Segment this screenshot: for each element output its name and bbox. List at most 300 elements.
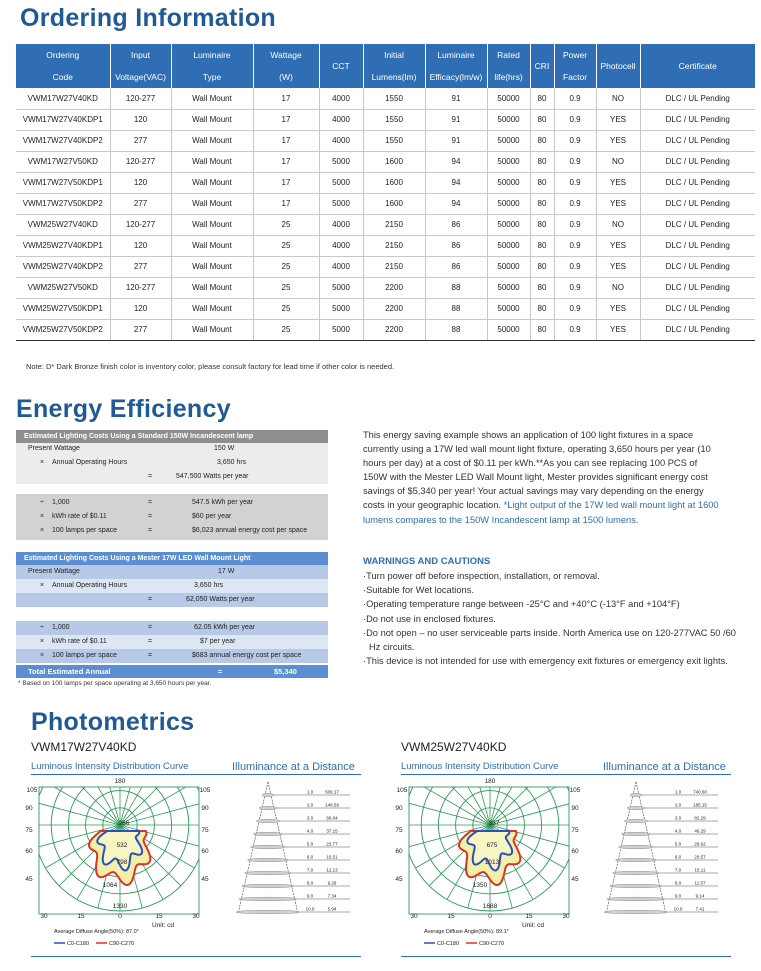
- table-cell: 4000: [319, 256, 363, 277]
- distance-disc: [624, 819, 647, 823]
- distance-label-right: Illuminance at a Distance: [603, 761, 726, 773]
- table-cell: 120-277: [110, 151, 171, 172]
- std-lamps-op: ×: [40, 527, 45, 534]
- angle-label: 30: [40, 913, 48, 920]
- table-row: [16, 109, 755, 130]
- table-cell: 50000: [487, 235, 530, 256]
- std-lamps-value: $6,023 annual energy cost per space: [192, 527, 308, 534]
- table-cell: 0.9: [554, 256, 596, 277]
- table-cell: Wall Mount: [171, 277, 253, 298]
- led-row-watts: [16, 594, 328, 608]
- ring-label: 1330: [112, 903, 128, 910]
- led-lamps-op: ×: [40, 652, 45, 659]
- th-code-1: Ordering: [16, 44, 110, 66]
- lux-value: 9.14: [695, 893, 705, 899]
- angle-label: 45: [395, 876, 403, 883]
- angle-label: 15: [447, 913, 455, 920]
- table-cell: 1600: [363, 172, 425, 193]
- table-cell: 17: [253, 172, 319, 193]
- table-cell: 4000: [319, 109, 363, 130]
- distance-disc: [610, 884, 662, 888]
- table-cell: 80: [530, 319, 554, 340]
- table-cell: 4000: [319, 214, 363, 235]
- distance-value: 3.0: [674, 815, 682, 821]
- led-kwh-eq: =: [148, 624, 153, 631]
- lux-value: 148.59: [325, 802, 339, 808]
- table-cell: 80: [530, 214, 554, 235]
- table-cell: 2150: [363, 256, 425, 277]
- table-cell: YES: [596, 172, 640, 193]
- distance-disc: [253, 832, 282, 836]
- table-cell: 80: [530, 151, 554, 172]
- th-wattage-1: Wattage: [253, 44, 319, 66]
- distance-disc: [245, 871, 292, 875]
- table-cell: YES: [596, 256, 640, 277]
- table-row: [16, 130, 755, 151]
- table-cell: DLC / UL Pending: [640, 172, 755, 193]
- distance-disc: [627, 806, 645, 810]
- table-cell: DLC / UL Pending: [640, 151, 755, 172]
- table-cell: 50000: [487, 256, 530, 277]
- table-cell: VWM25W27V50KDP2: [16, 319, 110, 340]
- led-kwh-op: ÷: [40, 624, 44, 631]
- angle-label: 15: [77, 913, 85, 920]
- table-cell: VWM17W27V50KD: [16, 151, 110, 172]
- distance-value: 9.0: [306, 893, 314, 899]
- ordering-note: Note: D* Dark Bronze finish color is inventory color, please consult factory for lead time if other color is needed.: [26, 362, 395, 371]
- table-cell: 88: [425, 298, 487, 319]
- warning-item: ·This device is not intended for use with emergency exit fixtures or emergency exit lights.: [363, 656, 728, 667]
- led-kwh-value: 62.05 kWh per year: [194, 624, 256, 631]
- distance-disc: [607, 897, 665, 901]
- table-cell: 5000: [319, 277, 363, 298]
- ring-label: 1064: [102, 882, 118, 889]
- legend-c90-label: C90-C270: [479, 941, 505, 947]
- distance-value: 2.0: [306, 802, 314, 808]
- bottom-rule-right: [401, 956, 731, 957]
- led-watts-value: 62,050 Watts per year: [186, 596, 255, 603]
- table-cell: 120-277: [110, 88, 171, 109]
- distance-value: 4.0: [674, 828, 682, 834]
- std-row-kwh: [16, 497, 328, 511]
- table-cell: 80: [530, 172, 554, 193]
- table-cell: VWM17W27V40KDP2: [16, 130, 110, 151]
- angle-label: 30: [192, 913, 200, 920]
- led-row-wattage: [16, 566, 328, 580]
- warning-item: ·Suitable for Wet locations.: [363, 585, 474, 596]
- angle-label: 75: [571, 827, 579, 834]
- distance-value: 10.0: [305, 906, 315, 912]
- led-lamps-label: 100 lamps per space: [52, 652, 117, 659]
- table-cell: Wall Mount: [171, 256, 253, 277]
- led-hours-label: Annual Operating Hours: [52, 582, 128, 589]
- table-cell: 86: [425, 214, 487, 235]
- th-code-2: Code: [16, 66, 110, 88]
- warning-item: ·Turn power off before inspection, installation, or removal.: [363, 571, 600, 581]
- table-cell: YES: [596, 193, 640, 214]
- table-cell: 80: [530, 130, 554, 151]
- table-cell: 0.9: [554, 130, 596, 151]
- table-cell: 0.9: [554, 151, 596, 172]
- distance-value: 8.0: [306, 880, 314, 886]
- distance-chart-right: [598, 776, 730, 936]
- led-rate-eq: =: [148, 638, 153, 645]
- angle-label: 105: [199, 787, 211, 794]
- distance-disc: [256, 819, 279, 823]
- led-hours-op: ×: [40, 582, 45, 589]
- energy-footnote: * Based on 100 lamps per space operating at 3,650 hours per year.: [18, 680, 212, 687]
- table-row: [16, 151, 755, 172]
- table-row: [16, 193, 755, 214]
- table-row: [16, 277, 755, 298]
- distance-value: 10.0: [673, 906, 683, 912]
- unit-label: Unit: cd: [522, 922, 545, 929]
- led-lamps-eq: =: [148, 652, 153, 659]
- std-lamps-eq: =: [148, 527, 153, 534]
- table-cell: 50000: [487, 319, 530, 340]
- distance-value: 3.0: [306, 815, 314, 821]
- table-cell: Wall Mount: [171, 235, 253, 256]
- angle-label: 180: [114, 778, 126, 785]
- angle-label: 45: [25, 876, 33, 883]
- led-wattage-value: 17 W: [218, 568, 235, 575]
- table-cell: 91: [425, 130, 487, 151]
- table-cell: DLC / UL Pending: [640, 298, 755, 319]
- table-cell: 25: [253, 298, 319, 319]
- table-cell: 50000: [487, 298, 530, 319]
- th-pf-2: Factor: [554, 66, 596, 88]
- table-cell: 17: [253, 151, 319, 172]
- table-cell: 50000: [487, 151, 530, 172]
- angle-label: 105: [396, 787, 408, 794]
- table-cell: DLC / UL Pending: [640, 130, 755, 151]
- energy-paragraph-text: This energy saving example shows an application of 100 light fixtures in a space currently using a 17W led wall mount light fixture, operating 3,650 hours per year (10 hours per day) at a cost of $0.11 per kWh.**As you can see replacing 100 PCS of 150W with the Mester LED Wall Mount light, Mester provides significant energy cost savings of $5,340 per year! Your actual savings may vary depending on the energy costs in your geographic location.: [363, 430, 711, 511]
- distance-disc: [236, 910, 300, 914]
- distance-value: 7.0: [674, 867, 682, 873]
- ordering-title: Ordering Information: [20, 4, 276, 32]
- distance-disc: [242, 884, 294, 888]
- table-cell: Wall Mount: [171, 130, 253, 151]
- ring-label: 266: [118, 820, 130, 827]
- table-cell: 2200: [363, 277, 425, 298]
- distance-value: 9.0: [674, 893, 682, 899]
- table-cell: 1550: [363, 88, 425, 109]
- model-right: VWM25W27V40KD: [401, 740, 507, 754]
- ring-label: 1688: [482, 903, 498, 910]
- table-cell: 0.9: [554, 109, 596, 130]
- table-row: [16, 214, 755, 235]
- distance-disc: [621, 832, 650, 836]
- warning-item: ·Do not use in enclosed fixtures.: [363, 613, 496, 624]
- th-lumens-2: Lumens(lm): [363, 66, 425, 88]
- warnings-list: [363, 569, 743, 668]
- lux-value: 23.77: [326, 841, 338, 847]
- table-row: [16, 319, 755, 340]
- energy-paragraph: [363, 428, 723, 527]
- std-rate-op: ×: [40, 513, 45, 520]
- table-cell: 2150: [363, 235, 425, 256]
- model-left: VWM17W27V40KD: [31, 740, 137, 754]
- table-row: [16, 88, 755, 109]
- table-row: [16, 298, 755, 319]
- th-efficacy-2: Efficacy(lm/w): [425, 66, 487, 88]
- std-watts-eq: =: [148, 473, 153, 480]
- table-cell: 50000: [487, 193, 530, 214]
- std-wattage-value: 150 W: [214, 445, 235, 452]
- legend-c90-label: C90-C270: [109, 941, 135, 947]
- led-wattage-label: Present Wattage: [28, 568, 80, 575]
- th-pf-1: Power: [554, 44, 596, 66]
- angle-label: 60: [25, 848, 33, 855]
- legend-c0-label: C0-C180: [437, 941, 460, 947]
- distance-disc: [616, 858, 657, 862]
- angle-label: 105: [26, 787, 38, 794]
- std-row-lamps: [16, 525, 328, 539]
- led-lamps-value: $683 annual energy cost per space: [192, 652, 302, 659]
- table-row: [16, 256, 755, 277]
- table-row: [16, 235, 755, 256]
- table-cell: 5000: [319, 151, 363, 172]
- lux-value: 5.94: [327, 906, 337, 912]
- distance-disc: [248, 858, 289, 862]
- table-cell: 94: [425, 151, 487, 172]
- table-cell: 120-277: [110, 214, 171, 235]
- curve-label-right: Luminous Intensity Distribution Curve: [401, 761, 559, 772]
- table-cell: Wall Mount: [171, 298, 253, 319]
- table-cell: 277: [110, 193, 171, 214]
- std-watts-value: 547,500 Watts per year: [176, 473, 249, 480]
- led-row-hours: [16, 580, 328, 594]
- table-cell: 4000: [319, 130, 363, 151]
- energy-paragraph-blue: *Light output of the 17W led wall mount light at 1600 lumens compares to the 150W Incandescent lamp at 1500 lumens.: [363, 500, 719, 525]
- bottom-rule-left: [31, 956, 361, 957]
- table-cell: 25: [253, 256, 319, 277]
- table-cell: DLC / UL Pending: [640, 214, 755, 235]
- table-cell: 17: [253, 193, 319, 214]
- th-voltage-1: Input: [110, 44, 171, 66]
- th-lumens-1: Initial: [363, 44, 425, 66]
- distance-value: 1.0: [306, 789, 314, 795]
- table-cell: 91: [425, 109, 487, 130]
- table-cell: DLC / UL Pending: [640, 193, 755, 214]
- ring-label: 337: [488, 820, 500, 827]
- table-cell: 25: [253, 319, 319, 340]
- distance-value: 6.0: [674, 854, 682, 860]
- table-cell: YES: [596, 235, 640, 256]
- angle-label: 90: [395, 805, 403, 812]
- lux-value: 16.51: [326, 854, 338, 860]
- angle-label: 60: [201, 848, 209, 855]
- lux-value: 66.04: [326, 815, 338, 821]
- total-row: [16, 665, 328, 678]
- table-cell: 80: [530, 277, 554, 298]
- distance-value: 7.0: [306, 867, 314, 873]
- table-cell: 1600: [363, 151, 425, 172]
- lux-value: 7.41: [695, 906, 705, 912]
- distance-disc: [613, 871, 660, 875]
- th-type-2: Type: [171, 66, 253, 88]
- distance-disc: [619, 845, 654, 849]
- table-cell: VWM25W27V40KDP2: [16, 256, 110, 277]
- ring-label: 1013: [484, 859, 500, 866]
- table-cell: 0.9: [554, 235, 596, 256]
- distance-disc: [630, 793, 642, 797]
- table-cell: 2200: [363, 319, 425, 340]
- table-cell: 25: [253, 277, 319, 298]
- led-row-lamps: [16, 650, 328, 664]
- angle-label: 90: [201, 805, 209, 812]
- table-cell: 4000: [319, 235, 363, 256]
- table-cell: VWM25W27V50KDP1: [16, 298, 110, 319]
- angle-label: 75: [25, 827, 33, 834]
- table-cell: DLC / UL Pending: [640, 88, 755, 109]
- table-cell: Wall Mount: [171, 214, 253, 235]
- table-cell: 17: [253, 130, 319, 151]
- std-rate-eq: =: [148, 513, 153, 520]
- table-cell: 0.9: [554, 298, 596, 319]
- table-cell: 25: [253, 214, 319, 235]
- angle-label: 75: [395, 827, 403, 834]
- table-cell: DLC / UL Pending: [640, 235, 755, 256]
- lux-value: 7.34: [327, 893, 337, 899]
- lux-value: 740.60: [693, 789, 707, 795]
- table-cell: 1600: [363, 193, 425, 214]
- th-efficacy-1: Luminaire: [425, 44, 487, 66]
- std-wattage-label: Present Wattage: [28, 445, 80, 452]
- table-cell: DLC / UL Pending: [640, 109, 755, 130]
- th-certificate: Certificate: [640, 44, 755, 88]
- angle-label: 0: [488, 913, 492, 920]
- table-cell: NO: [596, 277, 640, 298]
- angle-label: 0: [118, 913, 122, 920]
- table-cell: 80: [530, 193, 554, 214]
- table-cell: 120: [110, 172, 171, 193]
- unit-label: Unit: cd: [152, 922, 175, 929]
- table-cell: 86: [425, 235, 487, 256]
- table-cell: VWM17W27V50KDP1: [16, 172, 110, 193]
- warnings-title: WARNINGS AND CAUTIONS: [363, 556, 491, 567]
- warning-item: ·Do not open – no user serviceable parts inside. North America use on 120-277VAC 50 /60 Hz circuits.: [363, 627, 736, 653]
- std-rate-value: $60 per year: [192, 513, 232, 520]
- ring-label: 675: [486, 842, 498, 849]
- curve-label-left: Luminous Intensity Distribution Curve: [31, 761, 189, 772]
- table-cell: 5000: [319, 319, 363, 340]
- table-cell: VWM25W27V50KD: [16, 277, 110, 298]
- distance-value: 4.0: [306, 828, 314, 834]
- table-cell: NO: [596, 88, 640, 109]
- table-header-row-1: [16, 44, 755, 66]
- table-cell: YES: [596, 298, 640, 319]
- warning-item: ·Operating temperature range between -25°C and +40°C (-13°F and +104°F): [363, 599, 680, 610]
- table-cell: Wall Mount: [171, 193, 253, 214]
- std-kwh-op: ÷: [40, 499, 44, 506]
- distance-disc: [259, 806, 277, 810]
- table-cell: 1550: [363, 130, 425, 151]
- table-cell: 120-277: [110, 277, 171, 298]
- table-cell: 94: [425, 172, 487, 193]
- std-hours-label: Annual Operating Hours: [52, 459, 128, 466]
- th-life-1: Rated: [487, 44, 530, 66]
- lux-value: 82.29: [694, 815, 706, 821]
- distance-disc: [604, 910, 668, 914]
- table-cell: 25: [253, 235, 319, 256]
- table-cell: 50000: [487, 277, 530, 298]
- table-cell: 86: [425, 256, 487, 277]
- lux-value: 46.29: [694, 828, 706, 834]
- angle-label: 60: [571, 848, 579, 855]
- angle-label: 30: [410, 913, 418, 920]
- table-cell: DLC / UL Pending: [640, 319, 755, 340]
- table-cell: 0.9: [554, 172, 596, 193]
- table-cell: 50000: [487, 172, 530, 193]
- std-row-hours: [16, 457, 328, 471]
- th-wattage-2: (W): [253, 66, 319, 88]
- th-life-2: life(hrs): [487, 66, 530, 88]
- table-cell: 17: [253, 88, 319, 109]
- table-cell: VWM17W27V40KDP1: [16, 109, 110, 130]
- table-cell: Wall Mount: [171, 319, 253, 340]
- table-cell: 94: [425, 193, 487, 214]
- table-row: [16, 172, 755, 193]
- table-cell: 277: [110, 319, 171, 340]
- polar-chart-right: [394, 775, 584, 955]
- lux-value: 11.57: [694, 880, 706, 886]
- distance-value: 8.0: [674, 880, 682, 886]
- angle-label: 90: [25, 805, 33, 812]
- table-cell: Wall Mount: [171, 109, 253, 130]
- table-cell: 80: [530, 256, 554, 277]
- average-angle: Average Diffuse Angle(50%): 89.1°: [424, 929, 509, 935]
- distance-disc: [239, 897, 297, 901]
- table-cell: 0.9: [554, 214, 596, 235]
- table-cell: 50000: [487, 109, 530, 130]
- table-cell: 88: [425, 319, 487, 340]
- distance-chart-left: [230, 776, 362, 936]
- distance-value: 5.0: [306, 841, 314, 847]
- std-row-wattage: [16, 443, 328, 457]
- lux-value: 29.62: [694, 841, 706, 847]
- table-cell: DLC / UL Pending: [640, 256, 755, 277]
- total-eq: =: [218, 667, 223, 676]
- energy-title: Energy Efficiency: [16, 395, 231, 423]
- lux-value: 15.11: [694, 867, 706, 873]
- std-kwh-eq: =: [148, 499, 153, 506]
- table-cell: 88: [425, 277, 487, 298]
- table-cell: 80: [530, 235, 554, 256]
- std-lamps-label: 100 lamps per space: [52, 527, 117, 534]
- angle-label: 105: [569, 787, 581, 794]
- table-cell: YES: [596, 109, 640, 130]
- th-type-1: Luminaire: [171, 44, 253, 66]
- distance-label-left: Illuminance at a Distance: [232, 761, 355, 773]
- table-cell: 0.9: [554, 277, 596, 298]
- table-cell: Wall Mount: [171, 151, 253, 172]
- led-rate-value: $7 per year: [200, 638, 236, 645]
- led-watts-eq: =: [148, 596, 153, 603]
- th-photocell: Photocell: [596, 44, 640, 88]
- lux-value: 20.57: [694, 854, 706, 860]
- table-cell: 1550: [363, 109, 425, 130]
- lux-value: 37.15: [326, 828, 338, 834]
- table-cell: VWM17W27V50KDP2: [16, 193, 110, 214]
- photometrics-title: Photometrics: [31, 708, 195, 736]
- table-cell: 0.9: [554, 193, 596, 214]
- lux-value: 12.13: [326, 867, 338, 873]
- table-cell: 2200: [363, 298, 425, 319]
- angle-label: 90: [571, 805, 579, 812]
- led-hours-value: 3,650 hrs: [194, 582, 224, 589]
- table-cell: 80: [530, 88, 554, 109]
